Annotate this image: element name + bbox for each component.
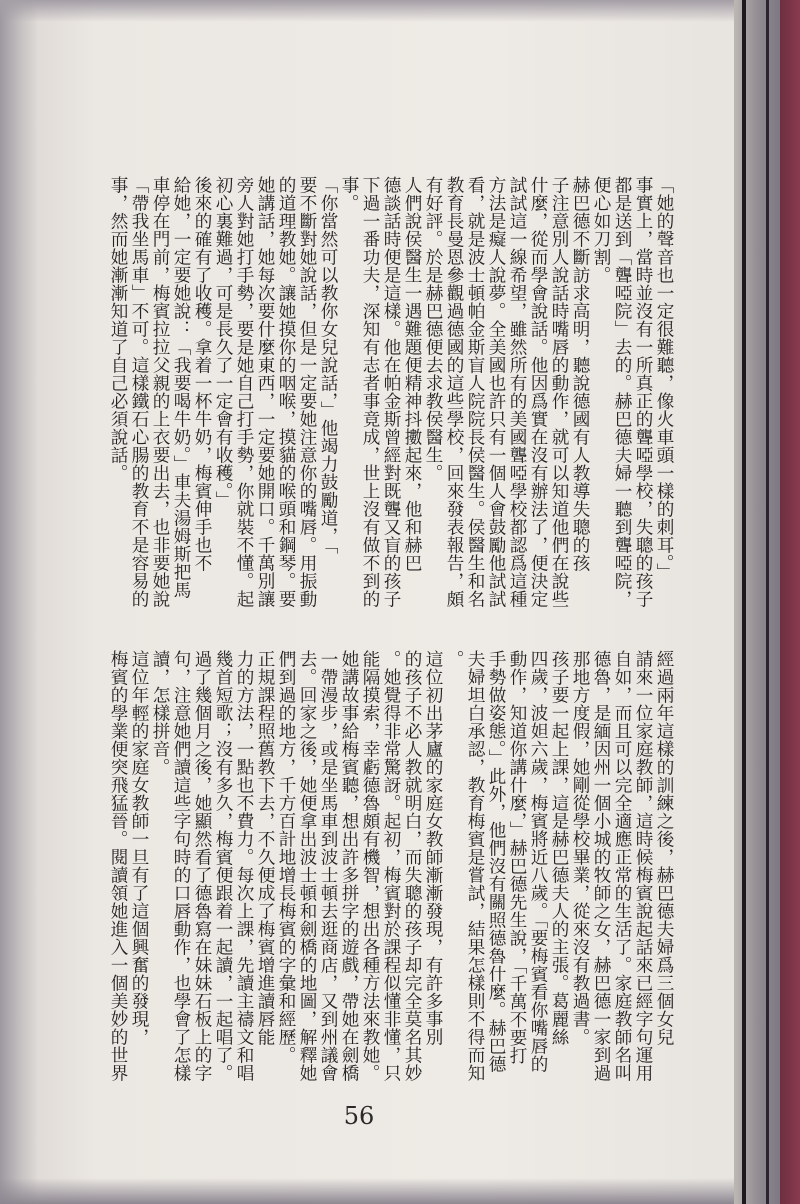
text-column: 子注意別人說話時嘴唇的動作，就可以知道他們在說些 [549,176,569,608]
text-column: 能隔摸索，幸虧德魯頗有機智，想出各種方法來教她。 [360,650,380,1082]
text-column: 力的方法，一點也不費力。每次上課，先讀主禱文和唱 [234,650,254,1082]
text-column: 這位初出茅廬的家庭女教師漸漸發現，有許多事別 [423,650,443,1046]
text-column: 自如，而且可以完全適應正常的生活了。家庭教師名叫 [612,650,632,1082]
text-column: 旁人對她打手勢，要是她自己打手勢，你就裝不懂。起 [234,176,254,608]
text-column: 經過兩年這樣的訓練之後，赫巴德夫婦爲三個女兒 [654,650,674,1046]
text-column: 德魯，是緬因州一個小城的牧師之女，赫巴德一家到過 [591,650,611,1082]
book-edge-line [742,0,746,1204]
text-column: 赫巴德不斷訪求高明，聽說德國有人教導失聰的孩 [570,176,590,572]
text-column: 看，就是波士頓帕金斯盲人院院長侯醫生。侯醫生和名 [465,176,485,608]
book-edge-line-2 [766,0,769,1204]
book-cover-edge [780,0,800,1204]
text-column: 後來的確有了收穫。拿着一杯牛奶，梅賓伸手也不 [192,176,212,572]
text-column: 梅賓的學業便突飛猛晉。閱讀領她進入一個美妙的世界 [108,650,128,1082]
text-column: 事，然而她漸漸知道了自己必須說話。 [108,176,128,482]
text-column: 事。 [339,176,359,212]
text-column: 人們說侯醫生一遇難題便精神抖擻起來，他和赫巴 [402,176,422,572]
text-column: 孩子要一起上課，這是赫巴德夫人的主張。葛麗絲 [549,650,569,1046]
text-column: 那地方度假，她剛從學校畢業，從來沒有教過書。 [570,650,590,1046]
page-number: 56 [343,1102,375,1130]
text-column: 德談話時便是這樣。他在帕金斯曾經對既聾又盲的孩子 [381,176,401,608]
text-column: 車停在門前，梅賓拉拉父親的上衣要出去，也非要她說 [150,176,170,608]
text-column: 方法是癡人說夢。全美國也許只有一個人會鼓勵他試試 [486,176,506,608]
text-column: 讀，怎樣拼音。 [150,650,170,776]
text-column: 「你當然可以教你女兒說話，」他竭力鼓勵道，「 [318,176,338,555]
text-column: 夫婦坦白承認，教育梅賓是嘗試，結果怎樣則不得而知 [465,650,485,1082]
text-column: 四歲，波妲六歲，梅賓將近八歲。「要梅賓看你嘴唇的 [528,650,548,1074]
text-column: 。 [444,650,464,668]
text-column: 動作，知道你講什麼，」赫巴德先生說，「千萬不要打 [507,650,527,1065]
text-column: 下過一番功夫，深知有志者事竟成，世上沒有做不到的 [360,176,380,608]
text-column: 一帶漫步，或是坐馬車到波士頓去逛商店，又到州議會 [318,650,338,1082]
text-column: 「她的聲音也一定很難聽，像火車頭一樣的刺耳。」 [654,176,674,582]
text-column: 請來一位家庭教師，這時候梅賓說起話來已經字句運用 [633,650,653,1082]
text-column: 試試這一線希望，雖然所有的美國聾啞學校都認爲這種 [507,176,527,608]
text-column: 過了幾個月之後，她顯然看了德魯寫在妹妹石板上的字 [192,650,212,1082]
text-column: 們到過的地方，千方百計地增長梅賓的字彙和經歷。 [276,650,296,1064]
text-column: 她講話，她每次要什麼東西，一定要她開口。千萬別讓 [255,176,275,608]
text-column: 事實上，當時並沒有一所真正的聾啞學校，失聰的孩子 [633,176,653,608]
text-column: 正規課程照舊教下去，不久便成了梅賓增進讀唇能 [255,650,275,1046]
text-column: 什麼，從而學會說話。他因爲實在沒有辦法了，便決定 [528,176,548,608]
text-column: 。她覺得非常驚訝。起初，梅賓對於課程似懂非懂，只 [381,650,401,1082]
bottom-edge-shadow [0,1178,800,1204]
text-column: 給她，一定要她說：「我要喝牛奶。」車夫湯姆斯把馬 [171,176,191,600]
text-column: 幾首短歌；沒有多久，梅賓便跟着一起讀，一起唱了。 [213,650,233,1082]
text-column: 教育長曼恩參觀過德國的這些學校，回來發表報告，頗 [444,176,464,608]
text-column: 她講故事給梅賓聽，想出許多拼字的遊戲，帶她在劍橋 [339,650,359,1082]
text-column: 這位年輕的家庭女教師一旦有了這個興奮的發現， [129,650,149,1046]
lower-text-block [22,650,674,1105]
upper-text-block [22,176,674,631]
text-column: 的道理教她。讓她摸你的咽喉，摸貓的喉頭和鋼琴。要 [276,176,296,608]
text-column: 手勢做姿態。」此外，他們沒有關照德魯什麼。赫巴德 [486,650,506,1074]
top-edge-shadow [0,0,800,22]
text-column: 便心如刀割。 [591,176,611,284]
text-column: 句，注意她們讀這些字句時的口唇動作，也學會了怎樣 [171,650,191,1082]
text-column: 都是送到「聾啞院」去的。赫巴德夫婦一聽到聾啞院， [612,176,632,608]
text-column: 去。回家之後，她便拿出波士頓和劍橋的地圖，解釋她 [297,650,317,1082]
text-column: 有好評。於是赫巴德便去求教侯醫生。 [423,176,443,482]
text-column: 「帶我坐馬車」不可。這樣鐵石心腸的教育不是容易的 [129,176,149,608]
text-column: 初心裏難過，可是長久了一定會有收穫。」 [213,176,233,510]
text-column: 要不斷對她說話，但是一定要她注意你的嘴唇。用振動 [297,176,317,608]
text-column: 的孩子不必人教就明白，而失聰的孩子却完全莫名其妙 [402,650,422,1082]
